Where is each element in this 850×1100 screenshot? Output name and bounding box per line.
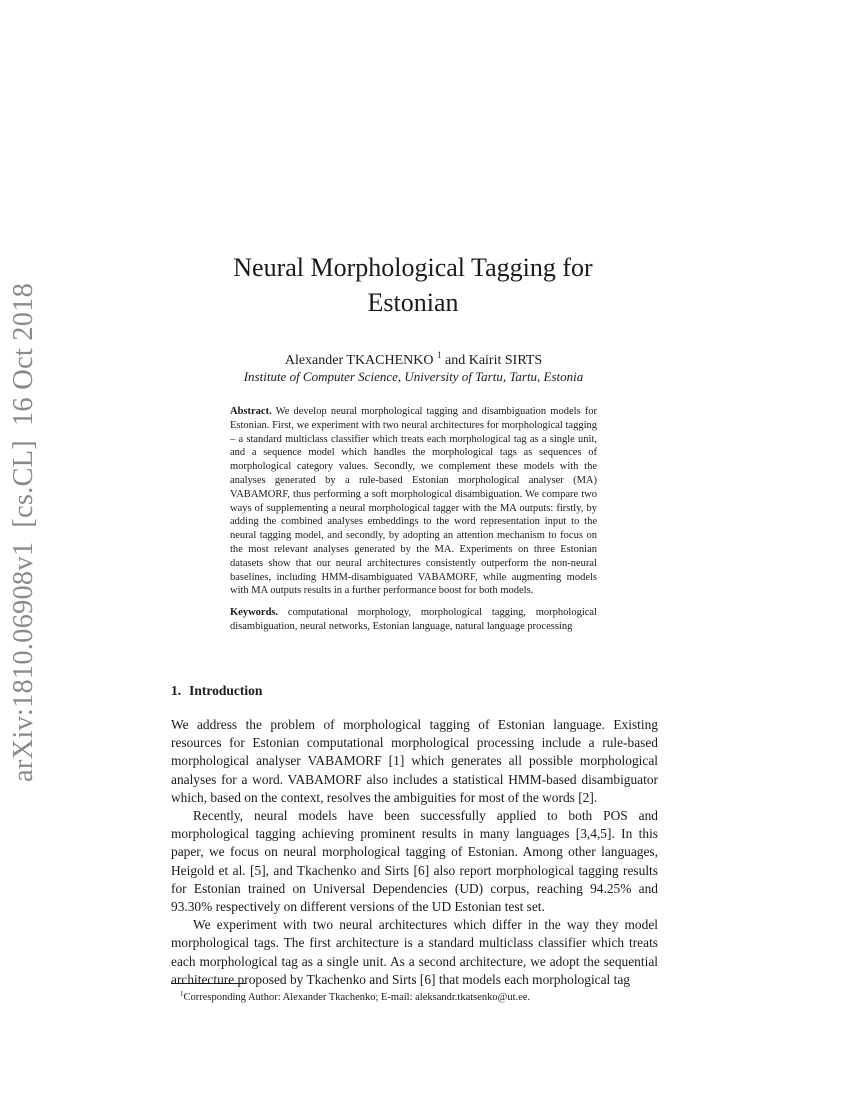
affiliation: Institute of Computer Science, University of Tartu, Tartu, Estonia (243, 369, 584, 384)
section-title: Introduction (189, 683, 263, 698)
abstract-text: We develop neural morphological tagging and disambiguation models for Estonian. First, we experiment with two neural architectures for morphological tagging – a standard multiclass classifier which treats each morphological tag as a single unit, and a sequence model which handles the morphological tags as sequences of morphological category values. Secondly, we complement these models with the analyses generated by a rule-based Estonian morphological analyser (MA) VABAMORF, thus performing a soft morphological disambiguation. We compare two ways of supplementing a neural morphological tagger with the MA outputs: firstly, by adding the combined analyses embeddings to the word representation input to the neural tagging model, and secondly, by adopting an attention mechanism to focus on the most relevant analyses generated by the MA. Experiments on three Estonian datasets show that our neural architectures consistently outperform the non-neural baselines, including HMM-disambiguated VABAMORF, while augmenting models with MA outputs results in a further performance boost for both models. (230, 406, 597, 597)
footnote-text: Corresponding Author: Alexander Tkachenko; E-mail: aleksandr.tkatsenko@ut.ee. (183, 992, 531, 1003)
arxiv-category: [cs.CL] (8, 440, 39, 528)
footnote (180, 987, 530, 1005)
section-heading-introduction (171, 683, 262, 699)
footnote-marker: 1 (180, 990, 184, 998)
paragraph-3: We experiment with two neural architectures which differ in the way they model morphological tags. The first architecture is a standard multiclass classifier which treats each morphological tag as a single unit. As a second architecture, we adopt the sequential architecture proposed by Tkachenko and Sirts [6] that models each morphological tag (171, 917, 658, 987)
introduction-body (171, 716, 658, 989)
abstract (230, 405, 597, 598)
keywords-text: computational morphology, morphological tagging, morphological disambiguation, neural networks, Estonian language, natural language processing (230, 607, 598, 632)
paragraph-2: Recently, neural models have been successfully applied to both POS and morphological tagging achieving prominent results in many languages [3,4,5]. In this paper, we focus on neural morphological tagging of Estonian. Among other languages, Heigold et al. [5], and Tkachenko and Sirts [6] also report morphological tagging results for Estonian trained on Universal Dependencies (UD) corpus, reaching 94.25% and 93.30% respectively on different versions of the UD Estonian test set. (171, 808, 658, 915)
arxiv-date: 16 Oct 2018 (8, 282, 39, 427)
paragraph-1: We address the problem of morphological tagging of Estonian language. Existing resources for Estonian computational morphological processing include a rule-based morphological analyser VABAMORF [1] which generates all possible morphological analyses for a word. VABAMORF also includes a statistical HMM-based disambiguator which, based on the context, resolves the ambiguities for most of the words [2]. (171, 717, 658, 805)
keywords (230, 606, 597, 634)
paper-title (150, 250, 676, 320)
author-2: and Kairit SIRTS (445, 353, 543, 368)
author-1: Alexander TKACHENKO (284, 353, 434, 368)
arxiv-identifier-stamp (2, 282, 46, 782)
keywords-label: Keywords. (230, 607, 279, 618)
abstract-label: Abstract. (230, 406, 272, 417)
arxiv-id: arXiv:1810.06908v1 (8, 541, 39, 782)
section-number: 1. (171, 683, 182, 698)
footnote-divider (171, 983, 246, 984)
author-footnote-marker: 1 (437, 350, 442, 360)
title-line-1: Neural Morphological Tagging for (233, 253, 593, 282)
title-line-2: Estonian (367, 288, 459, 317)
